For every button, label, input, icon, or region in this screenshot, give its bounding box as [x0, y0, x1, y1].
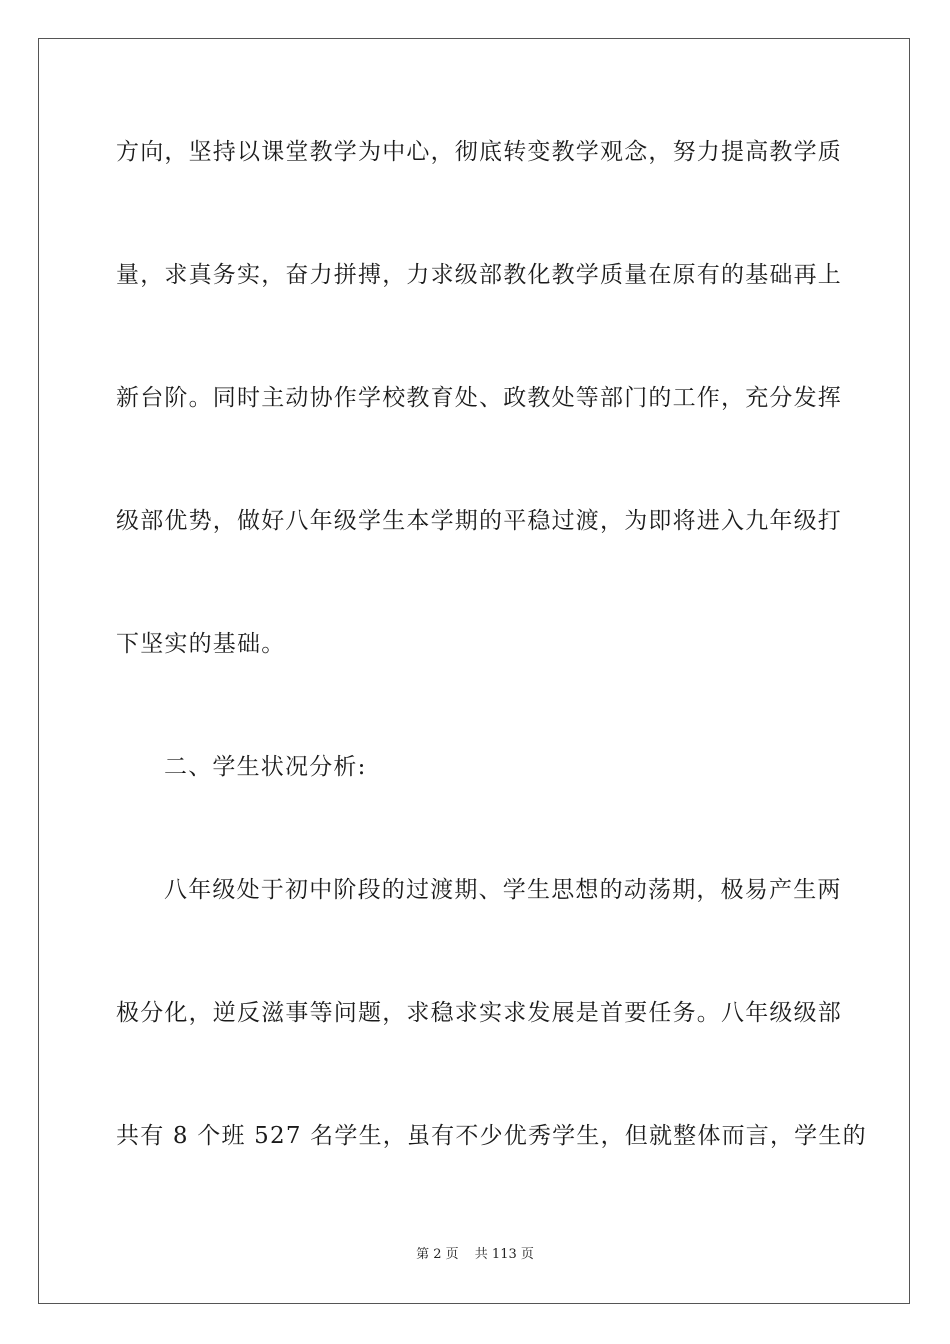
body-text-line: 极分化，逆反滋事等问题，求稳求实求发展是首要任务。八年级级部: [116, 1000, 842, 1026]
page-total: 共 113 页: [474, 1247, 534, 1262]
page-number: 第 2 页: [416, 1247, 459, 1262]
body-text-line: 级部优势，做好八年级学生本学期的平稳过渡，为即将进入九年级打: [116, 508, 842, 534]
page-frame: [38, 38, 910, 1304]
page-footer: [0, 1246, 950, 1264]
section-heading: 二、学生状况分析:: [164, 754, 367, 780]
body-text-line: 方向，坚持以课堂教学为中心，彻底转变教学观念，努力提高教学质: [116, 139, 842, 165]
body-text-line: 新台阶。同时主动协作学校教育处、政教处等部门的工作，充分发挥: [116, 385, 842, 411]
body-text-line: 八年级处于初中阶段的过渡期、学生思想的动荡期，极易产生两: [164, 877, 842, 903]
body-text-line: 下坚实的基础。: [116, 631, 286, 657]
body-text-line: 量，求真务实，奋力拼搏，力求级部教化教学质量在原有的基础再上: [116, 262, 842, 288]
body-text-line: 共有 8 个班 527 名学生，虽有不少优秀学生，但就整体而言，学生的: [116, 1123, 867, 1149]
